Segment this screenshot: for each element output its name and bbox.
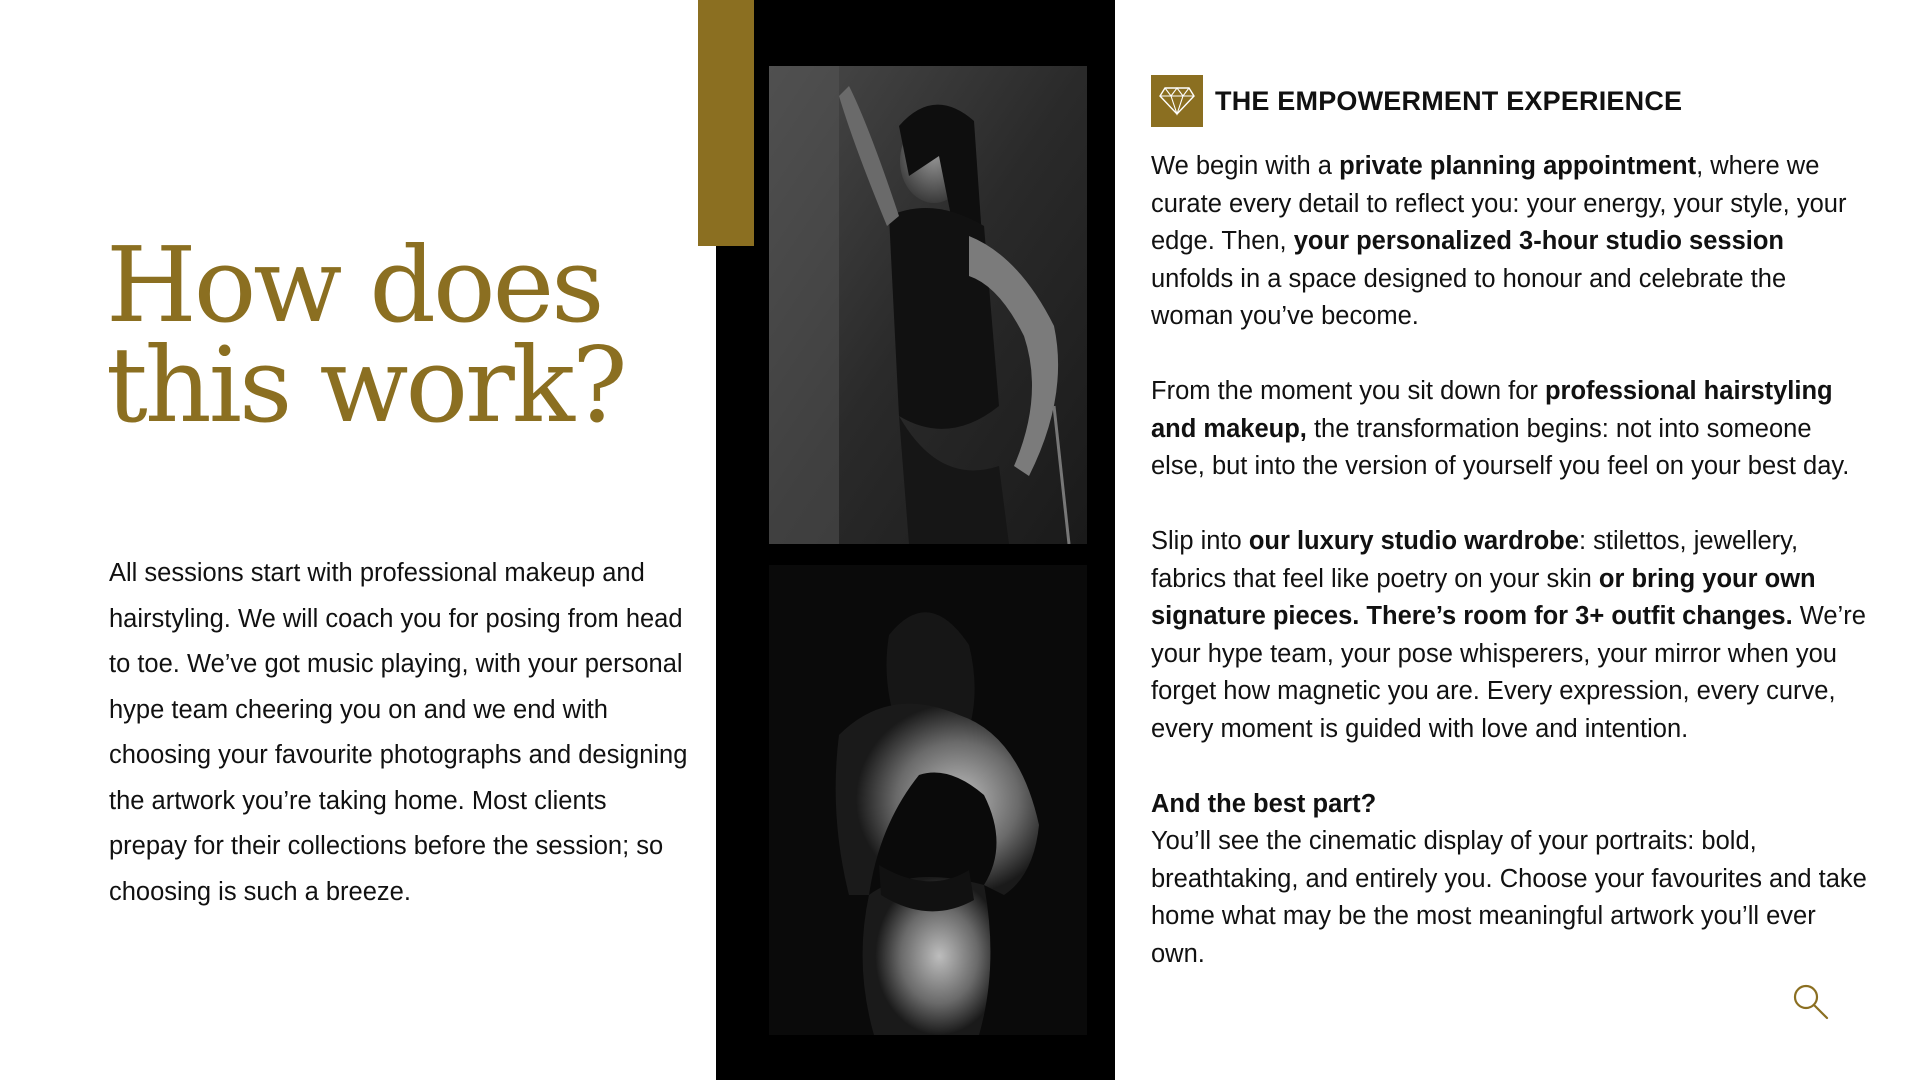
intro-paragraph: All sessions start with professional makeup and hairstyling. We will coach you for posing from head to toe. We’ve got music playing, with your personal hype team cheering you on and we end with choosing your favourite photographs and designing the artwork you’re taking home. Most clients prepay for their collections before the session; so choosing is such a breeze. [109,559,688,906]
bold-run: professional hairstyling and makeup, [1151,377,1833,443]
page-title-line-1: How does [106,224,602,346]
experience-text [1151,148,1871,973]
search-icon[interactable] [1791,982,1831,1022]
text-run: unfolds in a space designed to honour and celebrate the woman you’ve become. [1151,264,1787,330]
bold-run: our luxury studio wardrobe [1248,527,1579,555]
text-run: : stilettos, jewellery, fabrics that feel like poetry on your skin [1151,527,1799,593]
paragraph-hair-makeup [1151,373,1871,486]
page-title-line-2: this work? [106,324,625,446]
bold-run: private planning appointment [1339,152,1697,180]
bold-run: your personalized 3-hour studio session [1293,227,1784,255]
section-title: THE EMPOWERMENT EXPERIENCE [1215,86,1683,116]
diamond-badge [1151,75,1203,127]
paragraph-wardrobe [1151,523,1871,748]
best-part-body: You’ll see the cinematic display of your portraits: bold, breathtaking, and entirely you. Choose your favourites and take home what may be the most meaningful artwork you’ll ever own. [1151,827,1867,968]
portrait-photo-top-image [769,66,1087,544]
text-run: , where we curate every detail to reflect you: your energy, your style, your edge. Then, [1151,152,1847,255]
text-run: We begin with a [1151,152,1340,180]
text-run: We’re your hype team, your pose whisperers, your mirror when you forget how magnetic you are. Every expression, every curve, every moment is guided with love and intention. [1151,602,1866,743]
page-title [106,224,666,446]
text-run: the transformation begins: not into someone else, but into the version of yourself you feel on your best day. [1151,414,1850,480]
best-part-heading: And the best part? [1151,789,1377,818]
paragraph-best-part [1151,786,1871,974]
portrait-photo-bottom-image [769,565,1087,1035]
diamond-icon [1159,86,1195,116]
bold-run: or bring your own signature pieces. There’s room for 3+ outfit changes. [1151,564,1816,630]
portrait-photo-top [769,66,1087,544]
accent-bar [698,0,754,246]
portrait-photo-bottom [769,565,1087,1035]
paragraph-planning [1151,148,1871,336]
text-run: From the moment you sit down for [1151,377,1545,405]
text-run: Slip into [1151,527,1249,555]
